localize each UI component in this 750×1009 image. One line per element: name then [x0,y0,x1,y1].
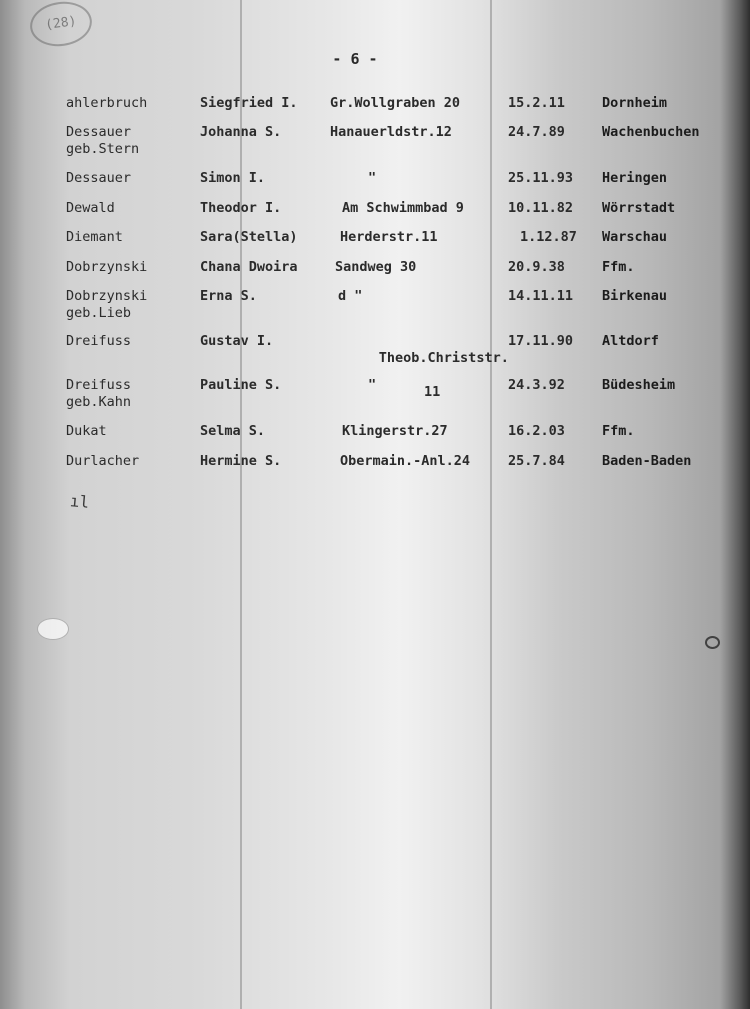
surname: ahlerbruch [66,95,148,111]
first-name: Johanna S. [200,124,282,140]
first-name: Theodor I. [200,200,282,216]
birth-date: 25.7.84 [508,453,565,469]
surname: Dobrzynski geb.Lieb [66,288,148,321]
first-name: Simon I. [200,170,266,186]
page-number: - 6 - [332,50,378,68]
address: Herderstr.11 [340,229,438,245]
paper-blemish [37,618,69,640]
first-name: Chana Dwoira [200,259,298,275]
birth-date: 15.2.11 [508,95,565,111]
birth-date: 25.11.93 [508,170,574,186]
first-name: Erna S. [200,288,257,304]
birth-date: 17.11.90 [508,333,574,349]
page-fold-line [490,0,492,1009]
birth-place: Baden-Baden [602,453,692,469]
address: d " [338,288,363,304]
birth-date: 16.2.03 [508,423,565,439]
birth-date: 10.11.82 [508,200,574,216]
surname: Dessauer geb.Stern [66,124,140,157]
birth-place: Ffm. [602,259,635,275]
birth-place: Wörrstadt [602,200,676,216]
handwritten-mark: ıl [69,491,91,512]
first-name: Sara(Stella) [200,229,298,245]
address: Sandweg 30 [335,259,417,275]
archive-stamp: (28) [27,0,95,50]
surname: Dreifuss geb.Kahn [66,377,132,410]
birth-date: 20.9.38 [508,259,565,275]
birth-date: 24.7.89 [508,124,565,140]
address: Gr.Wollgraben 20 [330,95,461,111]
page-fold-line [240,0,242,1009]
first-name: Selma S. [200,423,266,439]
birth-date: 14.11.11 [508,288,574,304]
address: Klingerstr.27 [342,423,448,439]
address: Am Schwimmbad 9 [342,200,464,216]
birth-place: Ffm. [602,423,635,439]
first-name: Gustav I. [200,333,274,349]
address: Hanauerldstr.12 [330,124,452,140]
surname: Dessauer [66,170,132,186]
surname: Dukat [66,423,107,439]
birth-place: Dornheim [602,95,668,111]
birth-date: 1.12.87 [520,229,577,245]
address: Obermain.-Anl.24 [340,453,471,469]
birth-place: Büdesheim [602,377,676,393]
first-name: Hermine S. [200,453,282,469]
birth-place: Warschau [602,229,668,245]
birth-place: Wachenbuchen [602,124,700,140]
surname: Dobrzynski [66,259,148,275]
address-line-1: Theob.Christstr. [378,350,509,366]
ditto-mark: " [368,170,377,186]
address-line-2: 11 [424,384,441,400]
surname: Durlacher [66,453,140,469]
surname: Dewald [66,200,115,216]
birth-place: Birkenau [602,288,668,304]
first-name: Pauline S. [200,377,282,393]
birth-place: Altdorf [602,333,659,349]
surname: Diemant [66,229,123,245]
birth-place: Heringen [602,170,668,186]
surname: Dreifuss [66,333,132,349]
first-name: Siegfried I. [200,95,298,111]
ditto-mark: " [368,377,377,393]
birth-date: 24.3.92 [508,377,565,393]
paper-blemish [705,636,720,649]
